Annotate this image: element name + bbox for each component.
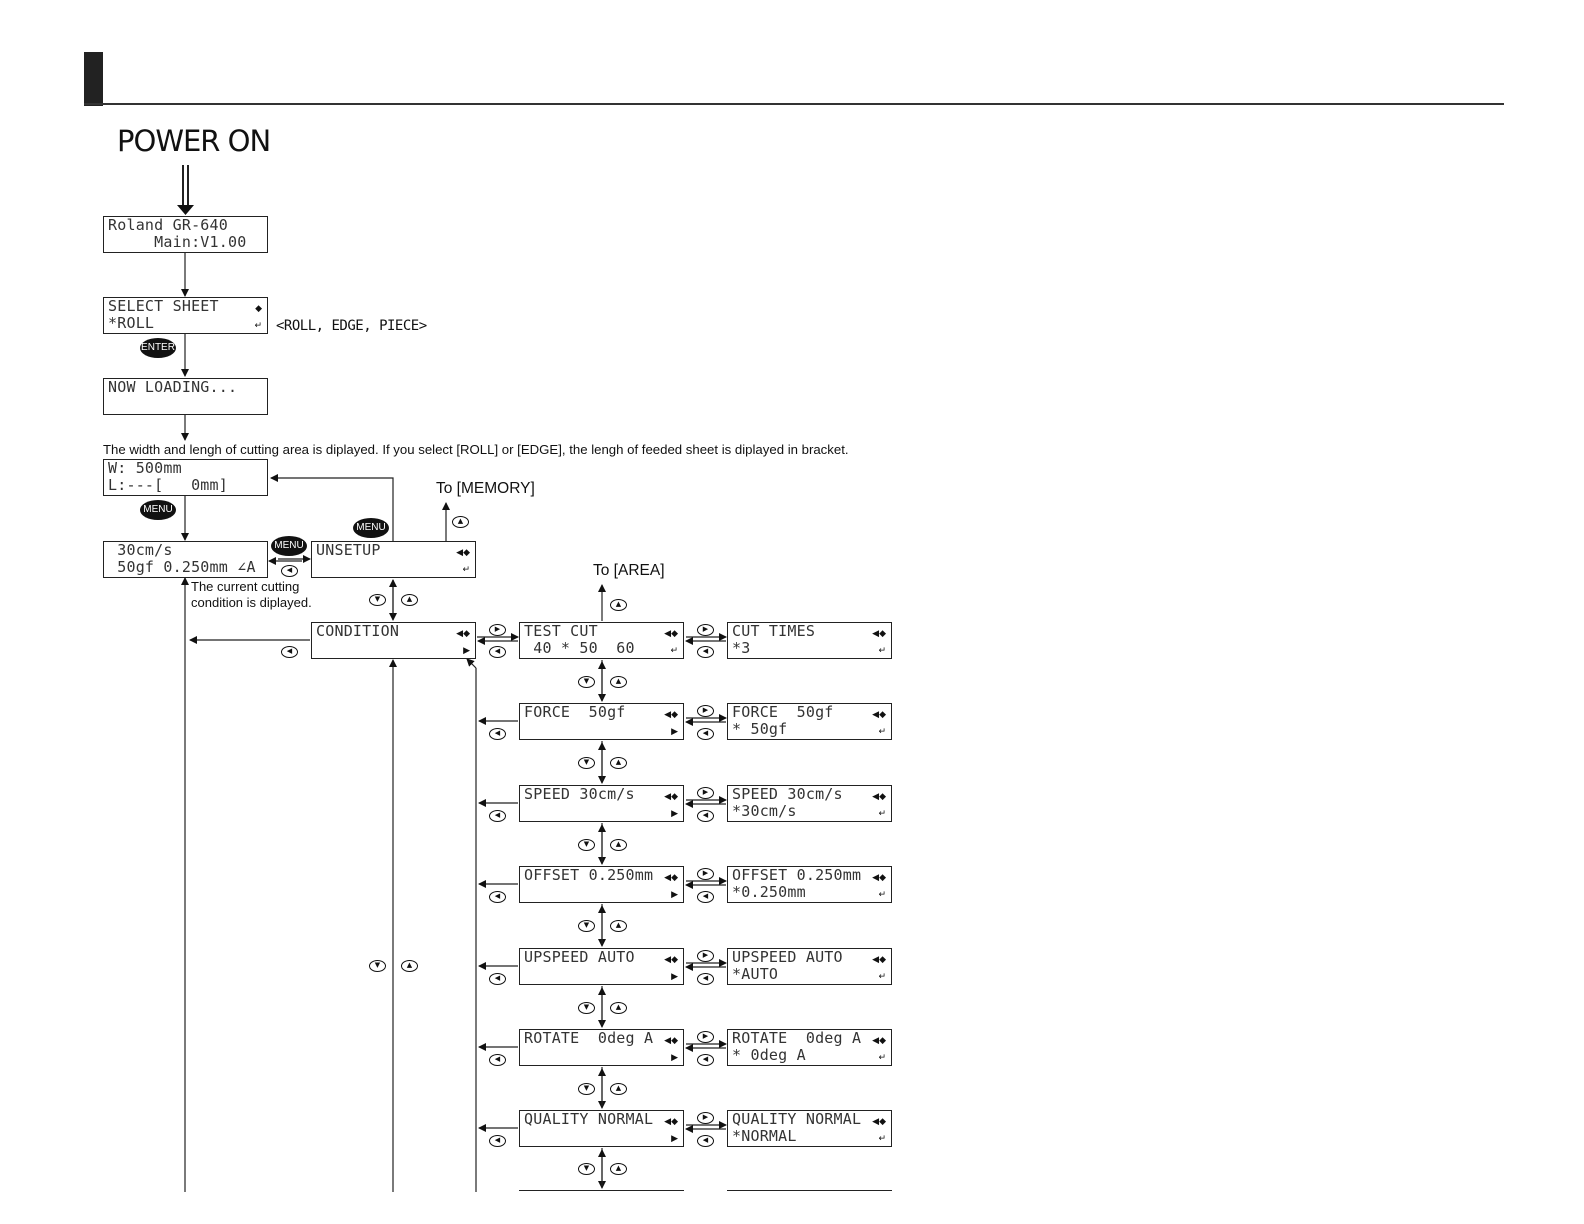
down-key-icon: ▼ (578, 1083, 595, 1095)
lcd-rotate (519, 1029, 684, 1066)
lcd-upspeed-set (727, 948, 892, 985)
lcd-line-2: * 0deg A (732, 1046, 806, 1064)
lcd-line-1: TEST CUT (524, 622, 598, 640)
lcd-line-2: *NORMAL (732, 1127, 797, 1145)
lcd-line-1: SPEED 30cm/s (524, 785, 635, 803)
left-key-icon: ◀ (697, 1135, 714, 1147)
lcd-condition (311, 622, 476, 659)
right-key-icon: ▶ (697, 787, 714, 799)
return-arrow-icon: ↵ (878, 890, 886, 900)
left-key-icon: ◀ (697, 810, 714, 822)
left-key-icon: ◀ (697, 891, 714, 903)
to-area-label: To [AREA] (593, 562, 665, 579)
right-key-icon: ▶ (697, 868, 714, 880)
lcd-width-length (103, 459, 268, 496)
right-key-icon: ▶ (697, 1031, 714, 1043)
lcd-line-1: UPSPEED AUTO (524, 948, 635, 966)
lcd-line-1: NOW LOADING... (108, 378, 238, 396)
lcd-offset-set (727, 866, 892, 903)
left-key-icon: ◀ (697, 1054, 714, 1066)
left-updown-arrows-icon: ◀◆ (456, 548, 470, 558)
lcd-line-2: *3 (732, 639, 751, 657)
lcd-line-1: UPSPEED AUTO (732, 948, 843, 966)
return-arrow-icon: ↵ (878, 1053, 886, 1063)
lcd-quality-set (727, 1110, 892, 1147)
down-key-icon: ▼ (578, 839, 595, 851)
left-updown-arrows-icon: ◀◆ (872, 710, 886, 720)
to-memory-label: To [MEMORY] (436, 480, 535, 497)
left-updown-arrows-icon: ◀◆ (664, 873, 678, 883)
return-arrow-icon: ↵ (878, 809, 886, 819)
lcd-speed-set (727, 785, 892, 822)
lcd-test-cut (519, 622, 684, 659)
right-arrow-icon: ▶ (671, 1134, 678, 1144)
up-key-icon: ▲ (610, 839, 627, 851)
next-row-box-edge (727, 1190, 892, 1194)
lcd-line-1: 30cm/s (108, 541, 173, 559)
lcd-line-1: ROTATE 0deg A (732, 1029, 862, 1047)
return-arrow-icon: ↵ (670, 646, 678, 656)
down-key-icon: ▼ (578, 1163, 595, 1175)
up-key-icon: ▲ (610, 1002, 627, 1014)
lcd-line-1: UNSETUP (316, 541, 381, 559)
up-down-arrow-icon: ◆ (255, 304, 262, 314)
left-key-icon: ◀ (489, 810, 506, 822)
lcd-top-menu (103, 541, 268, 578)
lcd-line-1: OFFSET 0.250mm (732, 866, 862, 884)
lcd-line-1: CUT TIMES (732, 622, 816, 640)
right-key-icon: ▶ (489, 624, 506, 636)
return-arrow-icon: ↵ (878, 646, 886, 656)
return-arrow-icon: ↵ (462, 565, 470, 575)
lcd-line-1: QUALITY NORMAL (732, 1110, 862, 1128)
right-arrow-icon: ▶ (671, 809, 678, 819)
down-key-icon: ▼ (578, 1002, 595, 1014)
lcd-line-2: 50gf 0.250mm ∠A (108, 558, 256, 576)
left-updown-arrows-icon: ◀◆ (872, 955, 886, 965)
lcd-speed (519, 785, 684, 822)
lcd-line-2: *AUTO (732, 965, 779, 983)
left-updown-arrows-icon: ◀◆ (872, 792, 886, 802)
down-key-icon: ▼ (578, 920, 595, 932)
return-arrow-icon: ↵ (878, 972, 886, 982)
right-arrow-icon: ▶ (671, 1053, 678, 1063)
right-arrow-icon: ▶ (671, 890, 678, 900)
up-key-icon: ▲ (401, 594, 418, 606)
lcd-line-1: ROTATE 0deg A (524, 1029, 654, 1047)
left-updown-arrows-icon: ◀◆ (872, 1117, 886, 1127)
lcd-unsetup (311, 541, 476, 578)
down-key-icon: ▼ (369, 960, 386, 972)
current-condition-note-2: condition is diplayed. (191, 595, 312, 610)
return-arrow-icon: ↵ (254, 321, 262, 331)
up-key-icon: ▲ (610, 599, 627, 611)
left-key-icon: ◀ (489, 1054, 506, 1066)
lcd-line-1: Roland GR-640 (108, 216, 228, 234)
left-updown-arrows-icon: ◀◆ (664, 1036, 678, 1046)
power-on-label: POWER ON (117, 124, 271, 158)
return-arrow-icon: ↵ (878, 1134, 886, 1144)
next-row-box-edge (519, 1190, 684, 1194)
left-key-icon: ◀ (489, 1135, 506, 1147)
lcd-line-1: QUALITY NORMAL (524, 1110, 654, 1128)
lcd-line-1: FORCE 50gf (524, 703, 626, 721)
left-key-icon: ◀ (281, 565, 298, 577)
left-updown-arrows-icon: ◀◆ (664, 710, 678, 720)
up-key-icon: ▲ (610, 676, 627, 688)
right-arrow-icon: ▶ (671, 972, 678, 982)
up-key-icon: ▲ (610, 1163, 627, 1175)
left-key-icon: ◀ (489, 973, 506, 985)
lcd-line-1: SELECT SHEET (108, 297, 219, 315)
enter-key-badge: ENTER (140, 338, 176, 358)
lcd-line-1: W: 500mm (108, 459, 182, 477)
menu-key-badge: MENU (140, 500, 176, 520)
left-key-icon: ◀ (697, 646, 714, 658)
lcd-line-2: Main:V1.00 (108, 233, 247, 251)
up-key-icon: ▲ (401, 960, 418, 972)
lcd-line-2: *30cm/s (732, 802, 797, 820)
left-key-icon: ◀ (489, 728, 506, 740)
up-key-icon: ▲ (610, 757, 627, 769)
down-key-icon: ▼ (578, 676, 595, 688)
lcd-line-1: SPEED 30cm/s (732, 785, 843, 803)
return-arrow-icon: ↵ (878, 727, 886, 737)
lcd-line-1: OFFSET 0.250mm (524, 866, 654, 884)
left-updown-arrows-icon: ◀◆ (872, 1036, 886, 1046)
lcd-quality (519, 1110, 684, 1147)
left-updown-arrows-icon: ◀◆ (664, 955, 678, 965)
right-key-icon: ▶ (697, 950, 714, 962)
right-arrow-icon: ▶ (463, 646, 470, 656)
right-key-icon: ▶ (697, 624, 714, 636)
lcd-line-2: * 50gf (732, 720, 788, 738)
up-key-icon: ▲ (452, 516, 469, 528)
left-updown-arrows-icon: ◀◆ (872, 629, 886, 639)
down-key-icon: ▼ (578, 757, 595, 769)
lcd-force-set (727, 703, 892, 740)
lcd-line-1: FORCE 50gf (732, 703, 834, 721)
menu-key-badge: MENU (271, 536, 307, 556)
down-key-icon: ▼ (369, 594, 386, 606)
left-updown-arrows-icon: ◀◆ (456, 629, 470, 639)
lcd-force (519, 703, 684, 740)
menu-key-badge: MENU (353, 518, 389, 538)
lcd-line-2: *ROLL (108, 314, 155, 332)
lcd-line-2: 40 * 50 60 (524, 639, 635, 657)
current-condition-note-1: The current cutting (191, 579, 300, 594)
up-key-icon: ▲ (610, 1083, 627, 1095)
lcd-line-2: L:---[ 0mm] (108, 476, 228, 494)
left-key-icon: ◀ (489, 646, 506, 658)
lcd-select-sheet (103, 297, 268, 334)
lcd-offset (519, 866, 684, 903)
area-note: The width and lengh of cutting area is diplayed. If you select [ROLL] or [EDGE], the lengh of feeded sheet is diplayed in bracket. (103, 442, 849, 457)
lcd-upspeed (519, 948, 684, 985)
left-updown-arrows-icon: ◀◆ (664, 792, 678, 802)
lcd-now-loading (103, 378, 268, 415)
up-key-icon: ▲ (610, 920, 627, 932)
left-key-icon: ◀ (281, 646, 298, 658)
left-key-icon: ◀ (697, 973, 714, 985)
lcd-cut-times (727, 622, 892, 659)
left-key-icon: ◀ (489, 891, 506, 903)
right-key-icon: ▶ (697, 1112, 714, 1124)
lcd-line-1: CONDITION (316, 622, 400, 640)
left-updown-arrows-icon: ◀◆ (664, 629, 678, 639)
left-updown-arrows-icon: ◀◆ (664, 1117, 678, 1127)
right-key-icon: ▶ (697, 705, 714, 717)
left-updown-arrows-icon: ◀◆ (872, 873, 886, 883)
sheet-options-label: <ROLL, EDGE, PIECE> (276, 318, 427, 334)
right-arrow-icon: ▶ (671, 727, 678, 737)
lcd-rotate-set (727, 1029, 892, 1066)
lcd-startup (103, 216, 268, 253)
lcd-line-2: *0.250mm (732, 883, 806, 901)
left-key-icon: ◀ (697, 728, 714, 740)
